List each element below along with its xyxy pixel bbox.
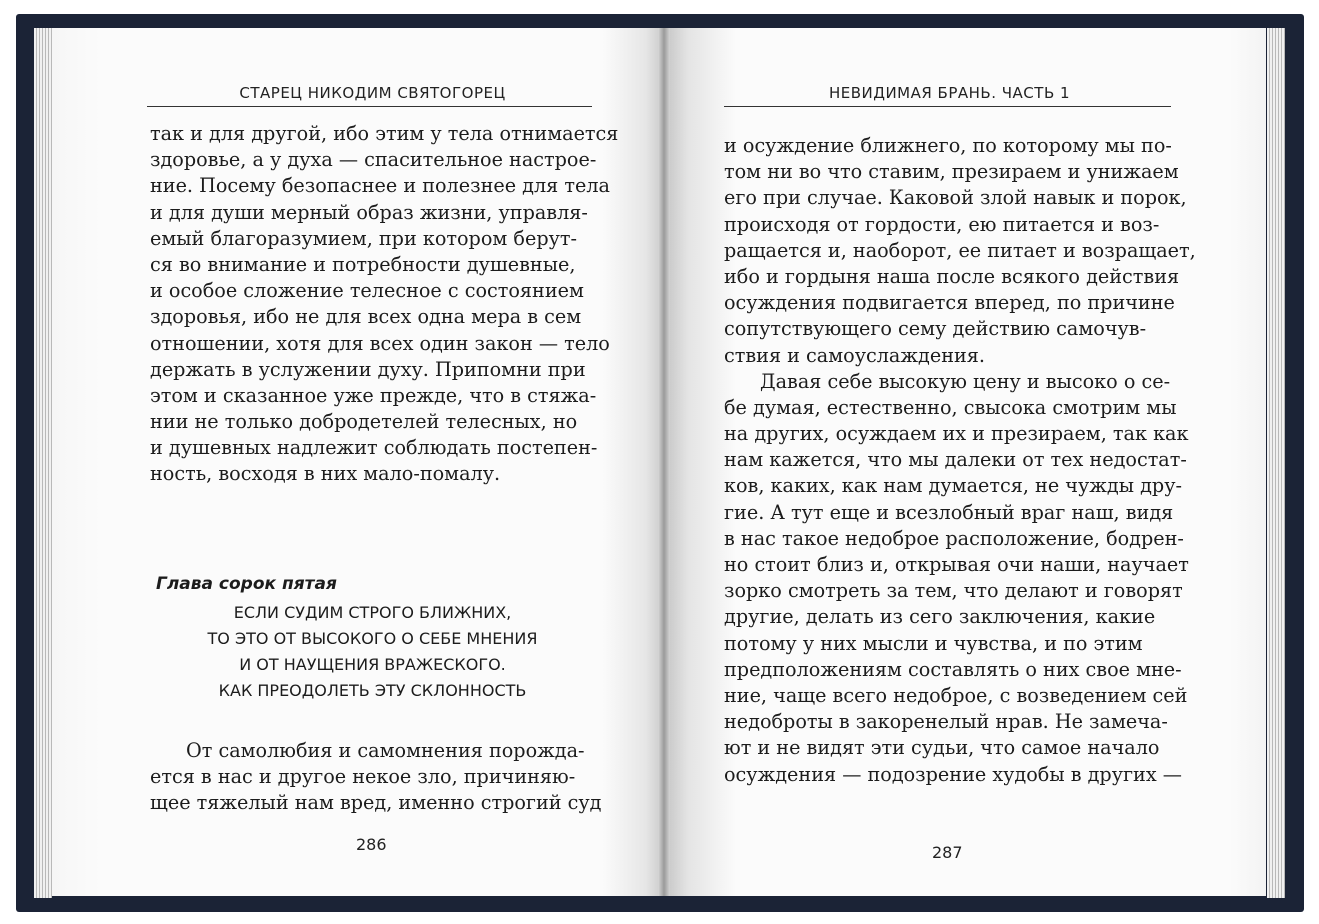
text-line: здоровье, а у духа — спасительное настрое- <box>150 148 597 172</box>
text-line: здоровья, ибо не для всех одна мера в сем <box>150 305 582 329</box>
text-line: ЕСЛИ СУДИМ СТРОГО БЛИЖНИХ, <box>233 603 512 622</box>
text-line: ность, восходя в них мало-помалу. <box>150 462 501 486</box>
left-chapter-text <box>150 738 602 817</box>
text-line: на других, осуждаем их и презираем, так как <box>724 422 1189 446</box>
text-line: ние, чаще всего недоброе, с возведением сей <box>724 683 1188 707</box>
book-gutter <box>658 28 670 896</box>
right-body-text <box>724 133 1196 788</box>
text-line: бе думая, естественно, свысока смотрим мы <box>724 395 1177 419</box>
text-line: и особое сложение телесное с состоянием <box>150 279 584 303</box>
right-page-edges <box>1267 28 1285 898</box>
text-line: предположениям составлять о них свое мне- <box>724 657 1182 681</box>
text-line: отношении, хотя для всех один закон — тело <box>150 331 610 355</box>
text-line: происходя от гордости, ею питается и воз- <box>724 212 1160 236</box>
text-line: но стоит близ и, открывая очи наши, научает <box>724 553 1189 576</box>
text-line: ся во внимание и потребности душевные, <box>150 252 576 276</box>
left-running-head: СТАРЕЦ НИКОДИМ СВЯТОГОРЕЦ <box>239 84 506 102</box>
right-header-rule <box>724 106 1171 107</box>
text-line: и для души мерный образ жизни, управля- <box>150 200 588 224</box>
text-line: ние. Посему безопаснее и полезнее для тела <box>150 174 610 198</box>
chapter-label: Глава сорок пятая <box>156 574 337 594</box>
text-line: в нас такое недоброе расположение, бодрен- <box>724 526 1184 550</box>
text-line: сопутствующего сему действию самочув- <box>724 317 1147 341</box>
text-line: И ОТ НАУЩЕНИЯ ВРАЖЕСКОГО. <box>239 655 506 674</box>
text-line: ют и не видят эти судьи, что самое начало <box>724 736 1160 760</box>
text-line: емый благоразумием, при котором берут- <box>150 226 577 250</box>
text-line: зорко смотреть за тем, что делают и говорят <box>724 579 1183 603</box>
left-page-number: 286 <box>356 835 387 854</box>
text-line: КАК ПРЕОДОЛЕТЬ ЭТУ СКЛОННОСТЬ <box>218 681 527 700</box>
text-line: так и для другой, ибо этим у тела отнимается <box>150 122 619 145</box>
text-line: ращается и, наоборот, ее питает и возращает, <box>724 238 1196 262</box>
text-line: осуждения — подозрение худобы в других — <box>724 762 1182 786</box>
left-body-text <box>150 121 618 488</box>
text-line: Давая себе высокую цену и высоко о се- <box>760 369 1171 393</box>
text-line: другие, делать из сего заключения, какие <box>724 605 1156 629</box>
text-line: и осуждение ближнего, по которому мы по- <box>724 134 1172 157</box>
text-line: нии не только добродетелей телесных, но <box>150 410 578 434</box>
right-page-number: 287 <box>932 843 963 862</box>
left-header-rule <box>147 106 592 107</box>
left-page-edges <box>34 28 52 898</box>
text-line: щее тяжелый нам вред, именно строгий суд <box>150 791 602 815</box>
text-line: ков, каких, как нам думается, не чужды дру- <box>724 474 1182 498</box>
text-line: и душевных надлежит соблюдать постепен- <box>150 436 598 460</box>
text-line: ТО ЭТО ОТ ВЫСОКОГО О СЕБЕ МНЕНИЯ <box>207 629 538 648</box>
text-line: недоброты в закоренелый нрав. Не замеча- <box>724 710 1168 734</box>
text-line: том ни во что ставим, презираем и унижаем <box>724 160 1179 184</box>
chapter-title <box>150 600 595 704</box>
text-line: потому у них мысли и чувства, и по этим <box>724 631 1143 655</box>
text-line: его при случае. Каковой злой навык и порок, <box>724 186 1187 210</box>
text-line: этом и сказанное уже прежде, что в стяжа- <box>150 383 597 407</box>
text-line: держать в услужении духу. Припомни при <box>150 357 586 381</box>
text-line: От самолюбия и самомнения порожда- <box>186 739 585 762</box>
text-line: нам кажется, что мы далеки от тех недостат- <box>724 448 1187 472</box>
text-line: ибо и гордыня наша после всякого действия <box>724 264 1180 288</box>
text-line: осуждения подвигается вперед, по причине <box>724 291 1175 315</box>
text-line: ется в нас и другое некое зло, причиняю- <box>150 765 576 789</box>
text-line: ствия и самоуслаждения. <box>724 343 985 367</box>
right-running-head: НЕВИДИМАЯ БРАНЬ. ЧАСТЬ 1 <box>828 84 1071 102</box>
text-line: гие. А тут еще и всезлобный враг наш, видя <box>724 500 1174 524</box>
